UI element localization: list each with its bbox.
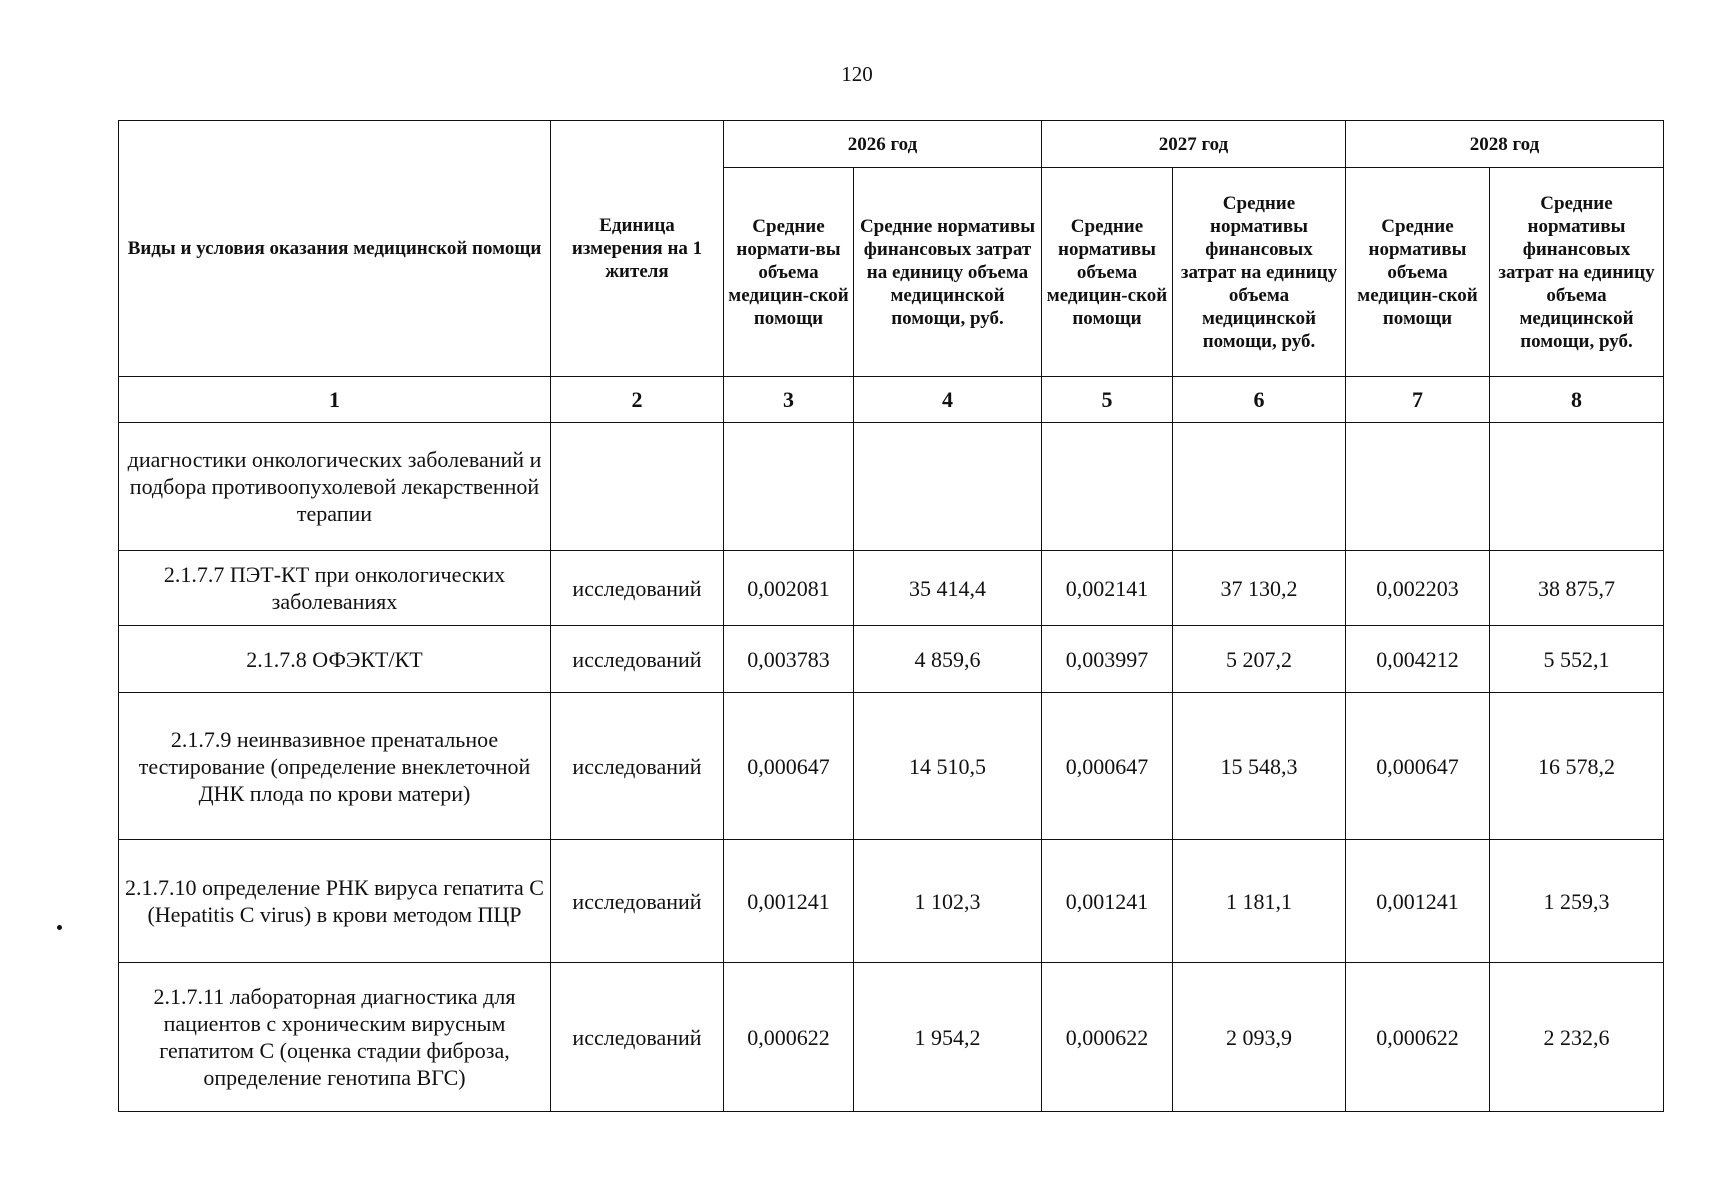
header-year-2027: 2027 год xyxy=(1042,121,1346,168)
row-unit: исследований xyxy=(551,551,724,626)
column-number: 3 xyxy=(724,377,854,423)
row-name: 2.1.7.11 лабораторная диагностика для пациентов с хроническим вирусным гепатитом С (оценка стадии фиброза, определение генотипа ВГС) xyxy=(119,963,551,1112)
row-name: 2.1.7.8 ОФЭКТ/КТ xyxy=(119,626,551,693)
row-value: 2 093,9 xyxy=(1173,963,1346,1112)
row-value: 15 548,3 xyxy=(1173,693,1346,840)
row-value xyxy=(854,423,1042,551)
column-number: 6 xyxy=(1173,377,1346,423)
row-value: 0,000647 xyxy=(724,693,854,840)
scan-speck xyxy=(57,925,62,930)
header-row-years xyxy=(119,121,1664,168)
table-row xyxy=(119,840,1664,963)
row-value xyxy=(1346,423,1490,551)
header-year-2026: 2026 год xyxy=(724,121,1042,168)
row-value: 1 259,3 xyxy=(1490,840,1664,963)
row-value: 37 130,2 xyxy=(1173,551,1346,626)
row-value: 35 414,4 xyxy=(854,551,1042,626)
row-value: 1 102,3 xyxy=(854,840,1042,963)
row-value: 0,000647 xyxy=(1042,693,1173,840)
header-kind-of-care: Виды и условия оказания медицинской помощи xyxy=(119,121,551,377)
row-unit: исследований xyxy=(551,626,724,693)
row-value: 0,000622 xyxy=(1042,963,1173,1112)
row-value: 0,003997 xyxy=(1042,626,1173,693)
row-value: 16 578,2 xyxy=(1490,693,1664,840)
column-number: 5 xyxy=(1042,377,1173,423)
header-volume-2028: Средние нормативы объема медицин-ской помощи xyxy=(1346,168,1490,377)
page-number: 120 xyxy=(841,62,873,86)
header-cost-2026: Средние нормативы финансовых затрат на единицу объема медицинской помощи, руб. xyxy=(854,168,1042,377)
row-value: 0,000622 xyxy=(724,963,854,1112)
row-value: 0,003783 xyxy=(724,626,854,693)
row-value: 2 232,6 xyxy=(1490,963,1664,1112)
row-name: диагностики онкологических заболеваний и подбора противоопухолевой лекарственной терапии xyxy=(119,423,551,551)
row-value xyxy=(724,423,854,551)
row-value: 0,002203 xyxy=(1346,551,1490,626)
row-value: 4 859,6 xyxy=(854,626,1042,693)
table-row xyxy=(119,963,1664,1112)
row-value: 0,001241 xyxy=(1042,840,1173,963)
header-volume-2027: Средние нормативы объема медицин-ской помощи xyxy=(1042,168,1173,377)
row-unit xyxy=(551,423,724,551)
table-row xyxy=(119,693,1664,840)
column-number: 8 xyxy=(1490,377,1664,423)
row-value xyxy=(1042,423,1173,551)
row-name: 2.1.7.9 неинвазивное пренатальное тестирование (определение внеклеточной ДНК плода по крови матери) xyxy=(119,693,551,840)
row-value: 0,000647 xyxy=(1346,693,1490,840)
row-value: 1 181,1 xyxy=(1173,840,1346,963)
column-number: 4 xyxy=(854,377,1042,423)
header-year-2028: 2028 год xyxy=(1346,121,1664,168)
column-number: 2 xyxy=(551,377,724,423)
table-row xyxy=(119,423,1664,551)
header-cost-2028: Средние нормативы финансовых затрат на единицу объема медицинской помощи, руб. xyxy=(1490,168,1664,377)
row-value: 0,004212 xyxy=(1346,626,1490,693)
table-row xyxy=(119,626,1664,693)
row-value xyxy=(1490,423,1664,551)
table-row xyxy=(119,551,1664,626)
row-unit: исследований xyxy=(551,693,724,840)
row-value: 1 954,2 xyxy=(854,963,1042,1112)
row-value xyxy=(1173,423,1346,551)
row-value: 0,002141 xyxy=(1042,551,1173,626)
row-unit: исследований xyxy=(551,840,724,963)
row-value: 5 552,1 xyxy=(1490,626,1664,693)
column-number-row xyxy=(119,377,1664,423)
column-number: 7 xyxy=(1346,377,1490,423)
row-value: 14 510,5 xyxy=(854,693,1042,840)
row-unit: исследований xyxy=(551,963,724,1112)
header-volume-2026: Средние нормати-вы объема медицин-ской помощи xyxy=(724,168,854,377)
column-number: 1 xyxy=(119,377,551,423)
row-name: 2.1.7.7 ПЭТ-КТ при онкологических заболеваниях xyxy=(119,551,551,626)
row-value: 5 207,2 xyxy=(1173,626,1346,693)
norms-table xyxy=(118,120,1664,1112)
row-value: 0,001241 xyxy=(1346,840,1490,963)
row-value: 0,002081 xyxy=(724,551,854,626)
row-name: 2.1.7.10 определение РНК вируса гепатита С (Hepatitis С virus) в крови методом ПЦР xyxy=(119,840,551,963)
header-unit: Единица измерения на 1 жителя xyxy=(551,121,724,377)
row-value: 0,000622 xyxy=(1346,963,1490,1112)
row-value: 0,001241 xyxy=(724,840,854,963)
row-value: 38 875,7 xyxy=(1490,551,1664,626)
header-cost-2027: Средние нормативы финансовых затрат на единицу объема медицинской помощи, руб. xyxy=(1173,168,1346,377)
